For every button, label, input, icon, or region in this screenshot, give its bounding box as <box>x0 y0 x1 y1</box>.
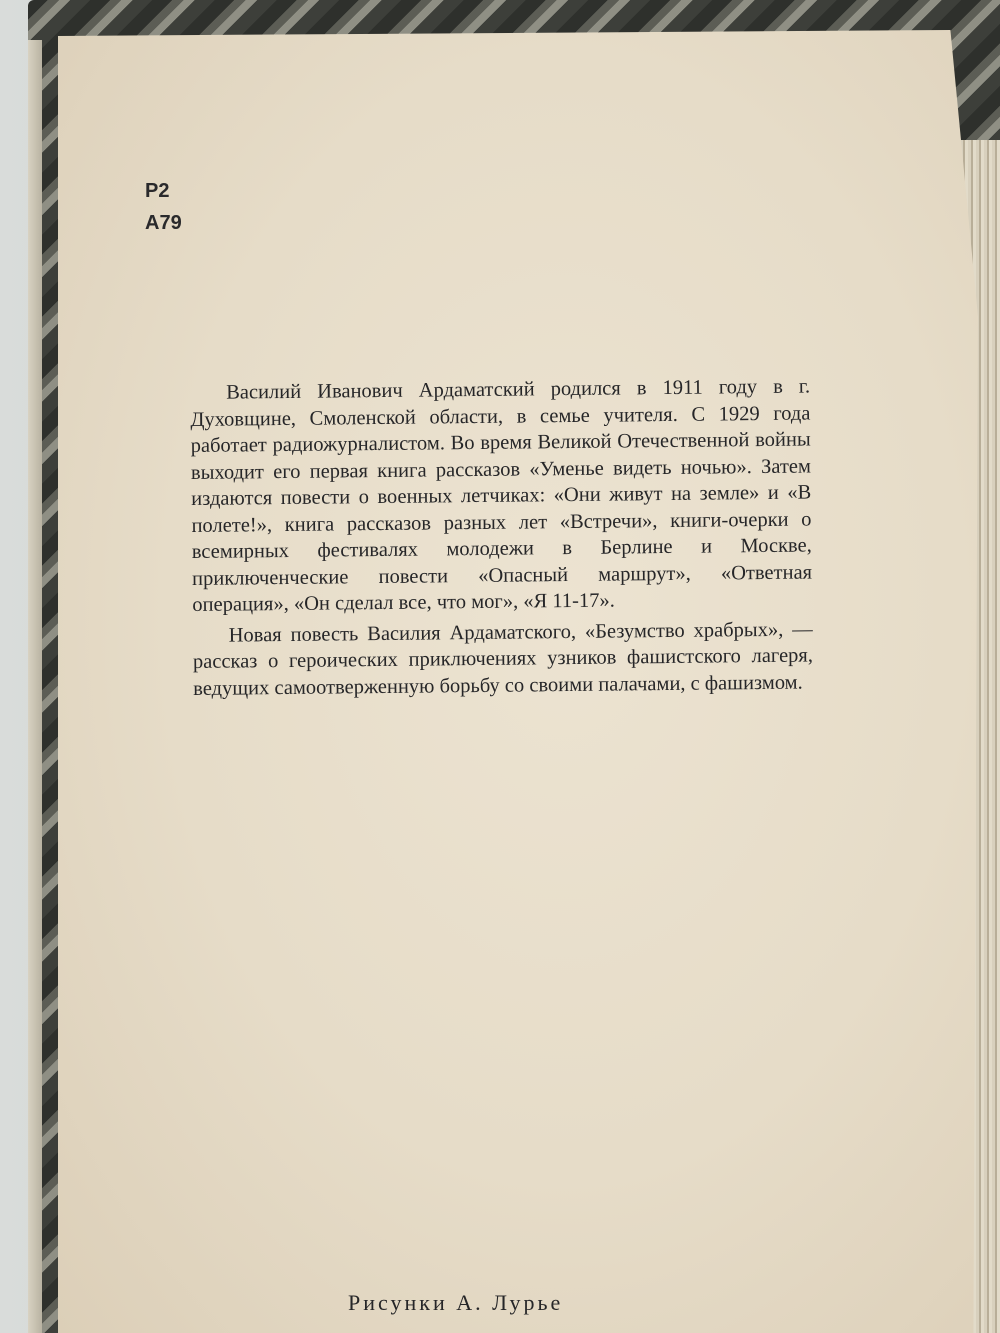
library-classification <box>145 175 182 239</box>
classification-code-2: А79 <box>145 212 182 234</box>
paragraph-book-description: Новая повесть Василия Ардаматского, «Безумство храбрых», — рассказ о героических приключениях узников фашистского лагеря, ведущих самоотверженную борьбу со своими палачами, с фашизмом. <box>192 617 814 700</box>
classification-code-1: Р2 <box>145 180 170 202</box>
paragraph-biography: Василий Иванович Ардаматский родился в 1911 году в г. Духовщине, Смоленской области, в семье учителя. С 1929 года работает радиожурналистом. Во время Великой Отечественной войны выходит его первая книга рассказов «Уменье видеть ночью». Затем издаются повести о военных летчиках: «Они живут на земле» и «В полете!», книга рассказов разных лет «Встречи», книги-очерки о всемирных фестивалях молодежи в Берлине и Москве, приключенческие повести «Опасный маршрут», «Ответная операция», «Он сделал все, что мог», «Я 11-17». <box>190 375 813 616</box>
illustrator-credit: Рисунки А. Лурье <box>348 1290 564 1315</box>
author-annotation <box>190 374 813 706</box>
show-through-ghost-print <box>358 320 379 380</box>
cover-edge <box>28 40 42 1333</box>
